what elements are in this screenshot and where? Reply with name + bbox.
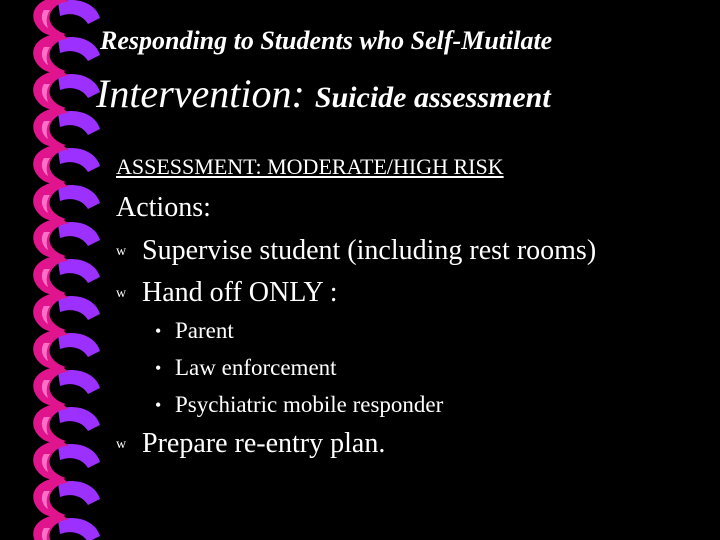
bullet-icon: w	[116, 437, 127, 452]
assessment-heading: ASSESSMENT: MODERATE/HIGH RISK	[116, 154, 504, 179]
slide-subtitle: Responding to Students who Self-Mutilate	[100, 26, 553, 55]
ribbon-fold-back	[58, 37, 100, 61]
spiral-ribbon-icon	[0, 0, 110, 540]
ribbon-fold-front	[33, 218, 68, 258]
subbullet-item	[155, 355, 337, 381]
ribbon-fold-back	[58, 185, 100, 209]
bullet-text: Supervise student (including rest rooms)	[142, 235, 597, 266]
ribbon-fold-front	[33, 107, 68, 147]
ribbon-fold-front	[33, 440, 68, 480]
subbullet-icon: •	[155, 320, 162, 341]
bullet-item	[116, 277, 338, 309]
ribbon-fold-front	[33, 255, 68, 295]
subbullet-item	[155, 392, 443, 418]
ribbon-fold-back	[58, 296, 100, 320]
title-rest: Suicide assessment	[314, 81, 551, 114]
bullet-text: Prepare re-entry plan.	[142, 428, 386, 459]
slide-title	[96, 70, 551, 117]
ribbon-fold-back	[58, 370, 100, 394]
ribbon-fold-front	[33, 144, 68, 184]
ribbon-fold-back	[58, 222, 100, 246]
ribbon-fold-back	[58, 481, 100, 505]
ribbon-fold-back	[58, 0, 100, 24]
subbullet-icon: •	[155, 357, 162, 378]
ribbon-fold-back	[58, 444, 100, 468]
bullet-item	[116, 235, 596, 267]
subbullet-text: Law enforcement	[175, 355, 337, 380]
ribbon-fold-back	[58, 518, 100, 540]
ribbon-fold-back	[58, 111, 100, 135]
bullet-icon: w	[116, 244, 127, 259]
ribbon-fold-front	[33, 366, 68, 406]
subbullet-text: Psychiatric mobile responder	[175, 392, 444, 417]
ribbon-fold-front	[33, 292, 68, 332]
subbullet-item	[155, 318, 234, 344]
bullet-item	[116, 428, 385, 460]
ribbon-fold-back	[58, 74, 100, 98]
ribbon-fold-front	[33, 329, 68, 369]
ribbon-fold-back	[58, 259, 100, 283]
subbullet-text: Parent	[175, 318, 234, 343]
ribbon-fold-back	[58, 333, 100, 357]
subbullet-icon: •	[155, 394, 162, 415]
ribbon-fold-front	[33, 70, 68, 110]
ribbon-fold-front	[33, 403, 68, 443]
ribbon-fold-front	[33, 33, 68, 73]
actions-label: Actions:	[116, 192, 211, 223]
ribbon-fold-back	[58, 407, 100, 431]
bullet-icon: w	[116, 286, 127, 301]
ribbon-fold-back	[58, 148, 100, 172]
ribbon-fold-front	[33, 477, 68, 517]
bullet-text: Hand off ONLY :	[142, 277, 338, 308]
ribbon-fold-front	[33, 181, 68, 221]
title-main: Intervention:	[96, 71, 315, 116]
